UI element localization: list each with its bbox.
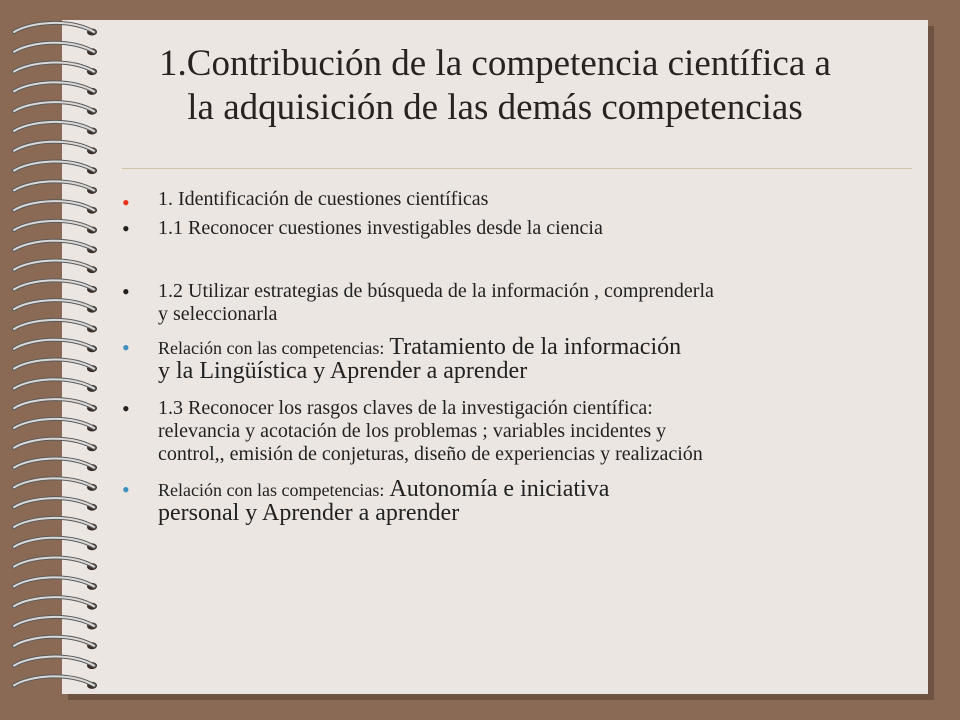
relation-text: Tratamiento de la información <box>389 334 682 360</box>
spiral-ring <box>14 439 97 452</box>
spiral-ring <box>14 23 97 36</box>
spiral-ring <box>14 379 97 392</box>
spiral-ring <box>14 617 97 630</box>
bullet-text-line: relevancia y acotación de los problemas ; variables incidentes y <box>158 420 667 442</box>
relation-text-line: y la Lingüística y Aprender a aprender <box>158 358 528 384</box>
bullet-text-line: control,, emisión de conjeturas, diseño de experiencias y realización <box>158 443 703 465</box>
spiral-ring <box>14 657 97 670</box>
bullet-list <box>122 188 912 525</box>
spiral-ring <box>14 261 97 274</box>
spiral-ring <box>14 201 97 214</box>
page-title <box>62 42 928 130</box>
bullet-dot: • <box>122 396 130 421</box>
spiral-ring <box>14 518 97 531</box>
relation-text: Autonomía e iniciativa <box>389 476 610 502</box>
bullet-dot: • <box>122 477 130 502</box>
spiral-ring <box>14 241 97 254</box>
relation-prefix: Relación con las competencias: <box>158 480 385 500</box>
spiral-ring <box>14 399 97 412</box>
spiral-ring <box>14 597 97 610</box>
title-divider <box>122 168 912 169</box>
bullet-dot: • <box>122 190 130 215</box>
list-item <box>122 280 912 326</box>
list-item-relation <box>122 478 912 525</box>
bullet-text: 1. Identificación de cuestiones científicas <box>158 188 489 210</box>
spiral-ring <box>14 142 97 155</box>
bullet-text-line: 1.3 Reconocer los rasgos claves de la investigación científica: <box>158 397 653 419</box>
spiral-ring <box>14 558 97 571</box>
list-item-heading <box>122 188 912 215</box>
bullet-text-line: 1.2 Utilizar estrategias de búsqueda de la información , comprenderla <box>158 280 714 302</box>
spiral-ring <box>14 577 97 590</box>
spiral-ring <box>14 538 97 551</box>
spiral-ring <box>14 419 97 432</box>
spiral-ring <box>14 181 97 194</box>
bullet-text-line: y seleccionarla <box>158 303 278 325</box>
spiral-ring <box>14 300 97 313</box>
relation-prefix: Relación con las competencias: <box>158 338 385 358</box>
spiral-ring <box>14 221 97 234</box>
bullet-dot: • <box>122 216 130 241</box>
bullet-dot: • <box>122 279 130 304</box>
list-item <box>122 217 912 240</box>
spiral-ring <box>14 676 97 689</box>
list-item-relation <box>122 336 912 383</box>
spiral-ring <box>14 280 97 293</box>
list-item <box>122 397 912 466</box>
spiral-ring <box>14 498 97 511</box>
relation-text-line: personal y Aprender a aprender <box>158 500 460 526</box>
title-line-2: la adquisición de las demás competencias <box>187 87 803 128</box>
spiral-ring <box>14 162 97 175</box>
spiral-ring <box>14 637 97 650</box>
spiral-ring <box>14 360 97 373</box>
bullet-dot: • <box>122 335 130 360</box>
bullet-text: 1.1 Reconocer cuestiones investigables desde la ciencia <box>158 217 603 239</box>
spiral-ring <box>14 478 97 491</box>
spiral-ring <box>14 320 97 333</box>
spiral-ring <box>14 340 97 353</box>
spiral-ring <box>14 459 97 472</box>
title-line-1: 1.Contribución de la competencia científica a <box>159 43 831 84</box>
